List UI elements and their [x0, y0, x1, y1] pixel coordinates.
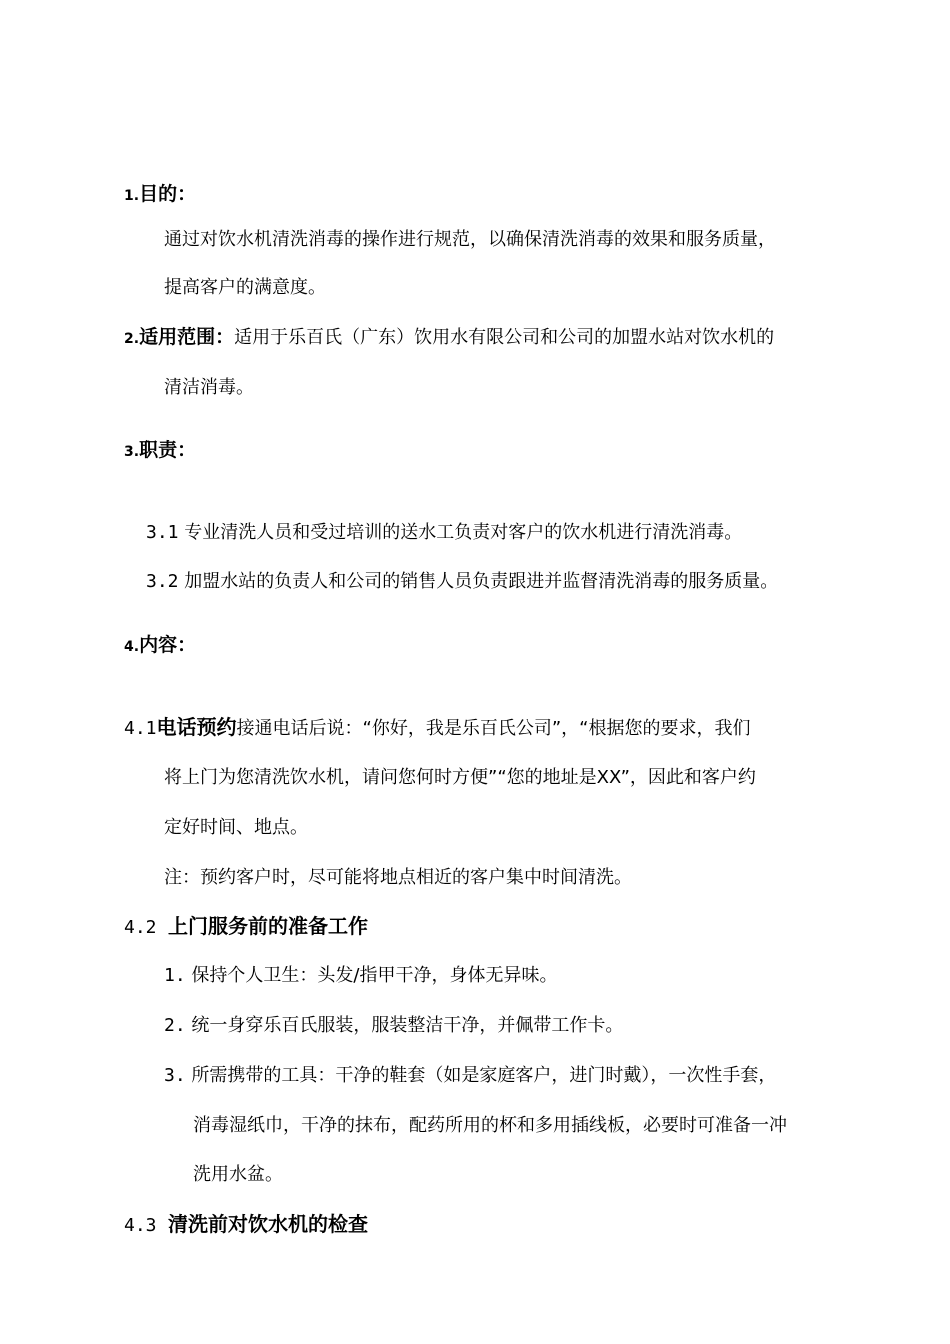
subsection-4-2-item-2 [164, 1014, 623, 1038]
section-4-title: 内容： [139, 634, 197, 656]
section-3-title: 职责： [139, 439, 197, 461]
subsection-4-2-item-3-text: 所需携带的工具：干净的鞋套（如是家庭客户，进门时戴），一次性手套， [191, 1065, 777, 1086]
subsection-4-1-line-1 [124, 715, 751, 741]
section-2-title: 适用范围： [139, 326, 235, 348]
subsection-4-2-heading [124, 914, 368, 940]
subsection-4-2-item-1 [164, 964, 557, 988]
section-2-heading [124, 325, 774, 351]
section-3-number: 3. [124, 444, 140, 460]
section-1-text-line-2: 提高客户的满意度。 [164, 277, 326, 298]
section-2-text-line-2: 清洁消毒。 [164, 377, 254, 398]
subsection-4-2-item-3-number: 3. [164, 1065, 186, 1086]
section-4-number: 4. [124, 639, 140, 655]
section-3-item-1-number: 3.1 [146, 522, 179, 543]
subsection-4-3-title: 清洗前对饮水机的检查 [167, 1212, 368, 1236]
section-2-text-line-1: 适用于乐百氏（广东）饮用水有限公司和公司的加盟水站对饮水机的 [234, 327, 775, 348]
subsection-4-1-note: 注：预约客户时，尽可能将地点相近的客户集中时间清洗。 [164, 867, 632, 888]
section-4-heading [124, 633, 196, 659]
subsection-4-2-item-3-line-2: 消毒湿纸巾，干净的抹布，配药所用的杯和多用插线板，必要时可准备一冲 [193, 1115, 787, 1136]
subsection-4-2-item-2-text: 统一身穿乐百氏服装，服装整洁干净，并佩带工作卡。 [191, 1015, 624, 1036]
subsection-4-3-number: 4.3 [124, 1215, 157, 1236]
section-1-number: 1. [124, 188, 140, 204]
subsection-4-2-item-3-line-3: 洗用水盆。 [193, 1164, 283, 1185]
section-2-number: 2. [124, 331, 140, 347]
section-1-text-line-1: 通过对饮水机清洗消毒的操作进行规范，以确保清洗消毒的效果和服务质量， [164, 229, 776, 250]
subsection-4-2-item-3 [164, 1064, 776, 1088]
section-1-heading [124, 182, 196, 208]
subsection-4-1-number: 4.1 [124, 718, 157, 739]
section-1-title: 目的： [139, 183, 197, 205]
section-3-item-1-text: 专业清洗人员和受过培训的送水工负责对客户的饮水机进行清洗消毒。 [184, 522, 743, 543]
subsection-4-2-item-2-number: 2. [164, 1015, 186, 1036]
section-3-item-2-number: 3.2 [146, 571, 179, 592]
subsection-4-1-text-line-2: 将上门为您清洗饮水机，请问您何时方便”“您的地址是XX”，因此和客户约 [164, 767, 756, 788]
subsection-4-2-number: 4.2 [124, 917, 157, 938]
section-3-item-1 [146, 521, 742, 545]
subsection-4-2-title: 上门服务前的准备工作 [167, 914, 368, 938]
subsection-4-1-text-line-3: 定好时间、地点。 [164, 817, 308, 838]
subsection-4-1-text-line-1: 接通电话后说：“你好，我是乐百氏公司”，“根据您的要求，我们 [236, 718, 751, 739]
subsection-4-3-heading [124, 1212, 368, 1238]
subsection-4-2-item-1-number: 1. [164, 965, 186, 986]
section-3-item-2-text: 加盟水站的负责人和公司的销售人员负责跟进并监督清洗消毒的服务质量。 [184, 571, 779, 592]
subsection-4-2-item-1-text: 保持个人卫生：头发/指甲干净，身体无异味。 [191, 965, 558, 986]
section-3-heading [124, 438, 196, 464]
subsection-4-1-title: 电话预约 [156, 715, 237, 739]
section-3-item-2 [146, 570, 778, 594]
